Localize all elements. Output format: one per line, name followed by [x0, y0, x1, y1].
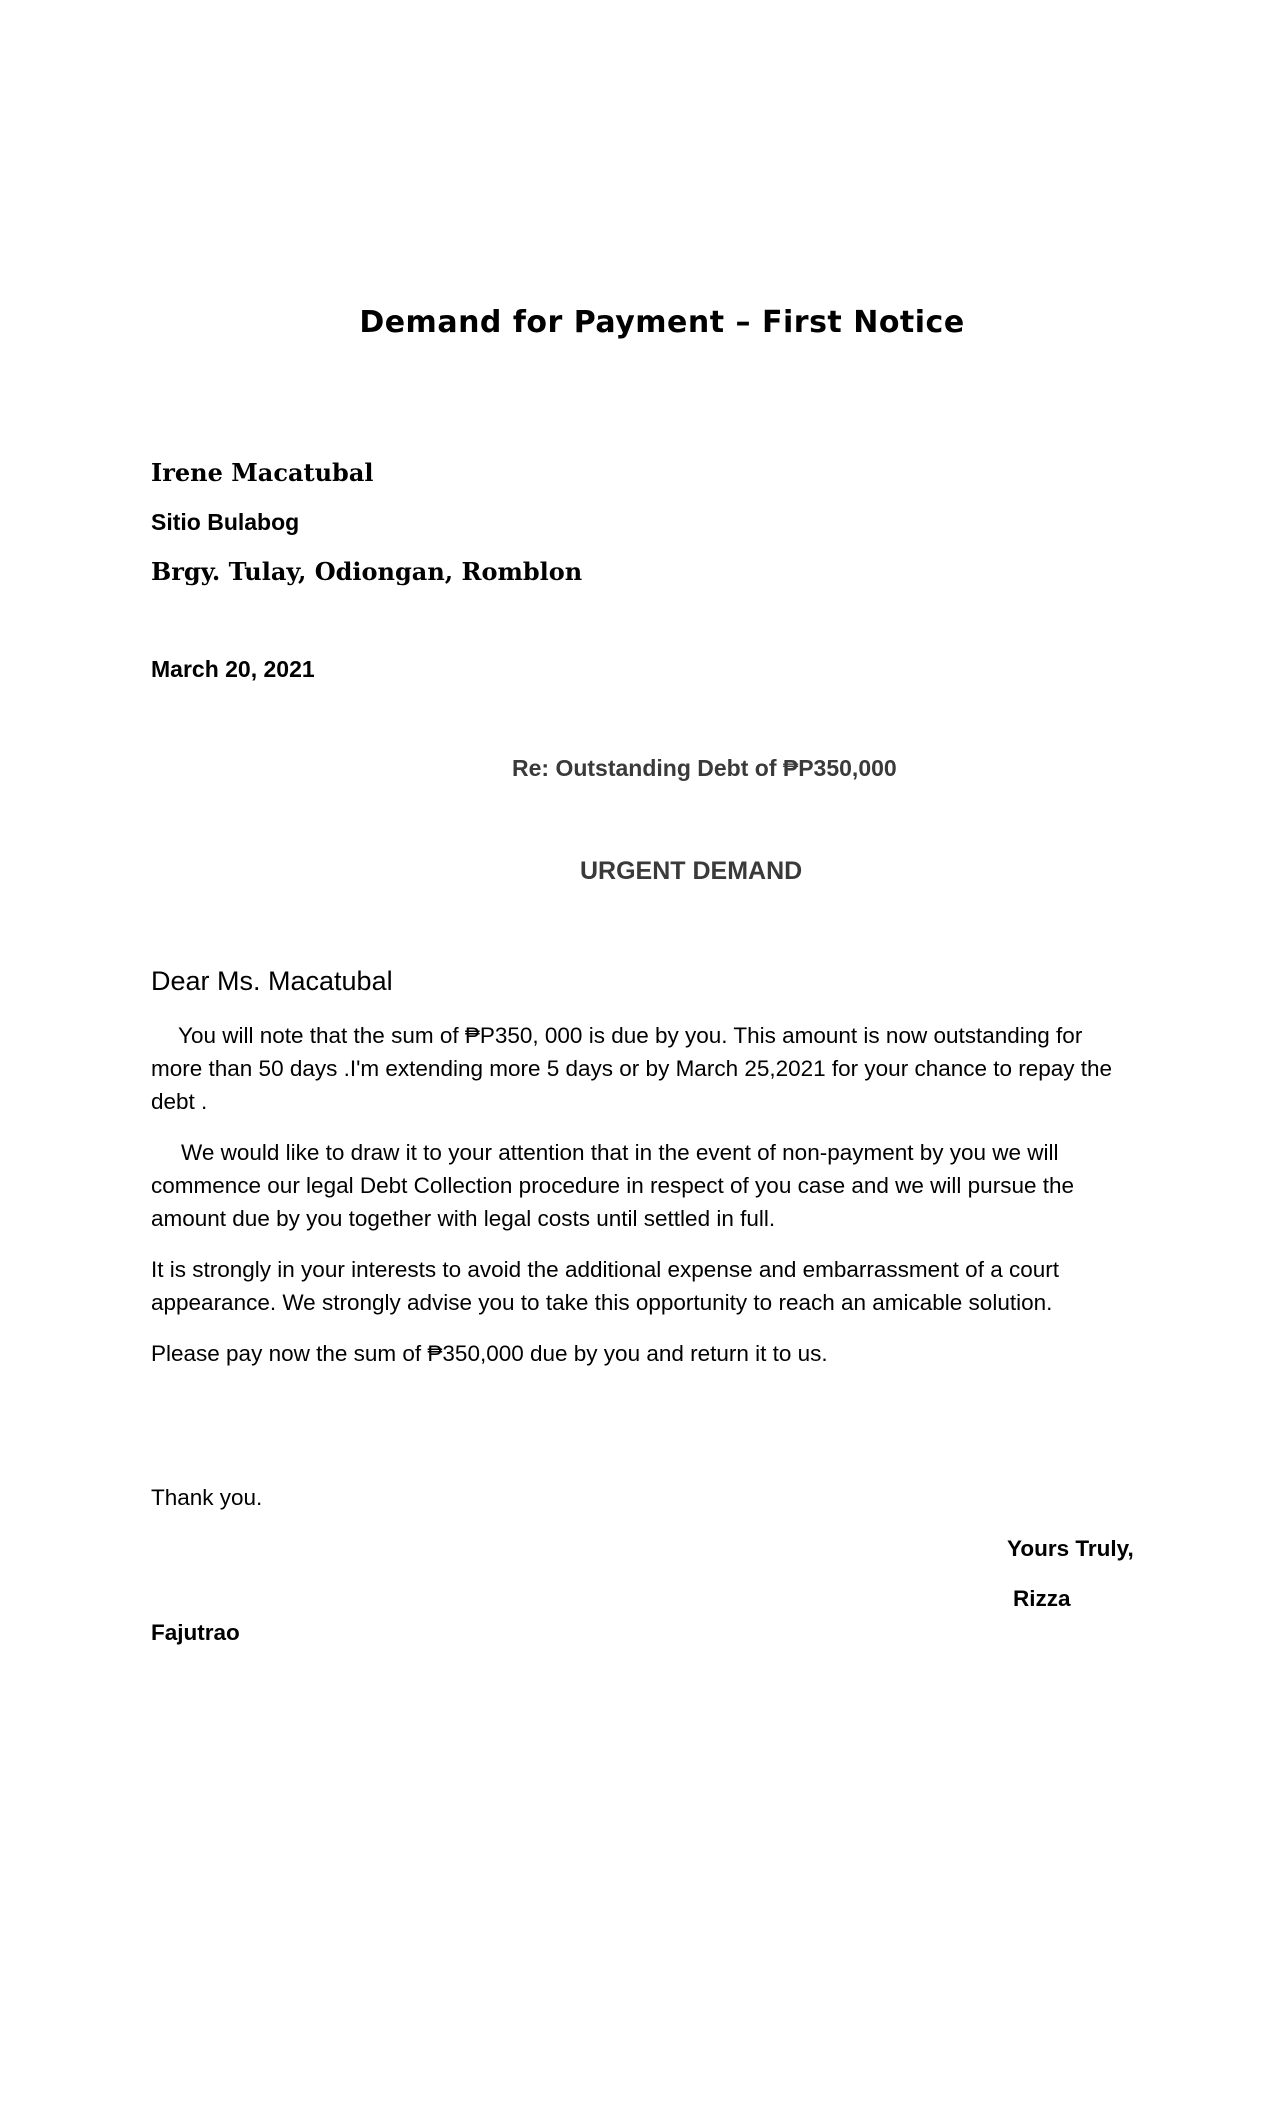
recipient-address-line-2: Brgy. Tulay, Odiongan, Romblon [151, 557, 583, 586]
body-paragraph-1: You will note that the sum of ₱P350, 000 is due by you. This amount is now outstanding for more than 50 days .I'm extending more 5 days or by March 25,2021 for your chance to repay the debt . [151, 1023, 1113, 1114]
recipient-name: Irene Macatubal [151, 458, 374, 487]
subject-line: Re: Outstanding Debt of ₱P350,000 [512, 755, 897, 781]
document-title: Demand for Payment – First Notice [359, 305, 965, 340]
body-paragraph-4: Please pay now the sum of ₱350,000 due by you and return it to us. [151, 1341, 828, 1366]
signer-first-name: Rizza [1013, 1586, 1071, 1611]
body-paragraph-2: We would like to draw it to your attention that in the event of non-payment by you we will commence our legal Debt Collection procedure in respect of you case and we will pursue the amount due by you together with legal costs until settled in full. [151, 1140, 1074, 1231]
signer-last-name: Fajutrao [151, 1620, 240, 1645]
recipient-address-line-1: Sitio Bulabog [151, 509, 300, 535]
urgent-heading: URGENT DEMAND [580, 857, 803, 885]
thanks-line: Thank you. [151, 1485, 263, 1510]
body-paragraph-3: It is strongly in your interests to avoid the additional expense and embarrassment of a court appearance. We strongly advise you to take this opportunity to reach an amicable solution. [151, 1257, 1059, 1315]
salutation: Dear Ms. Macatubal [151, 966, 393, 996]
closing-line: Yours Truly, [1007, 1536, 1134, 1561]
letter-date: March 20, 2021 [151, 656, 315, 682]
